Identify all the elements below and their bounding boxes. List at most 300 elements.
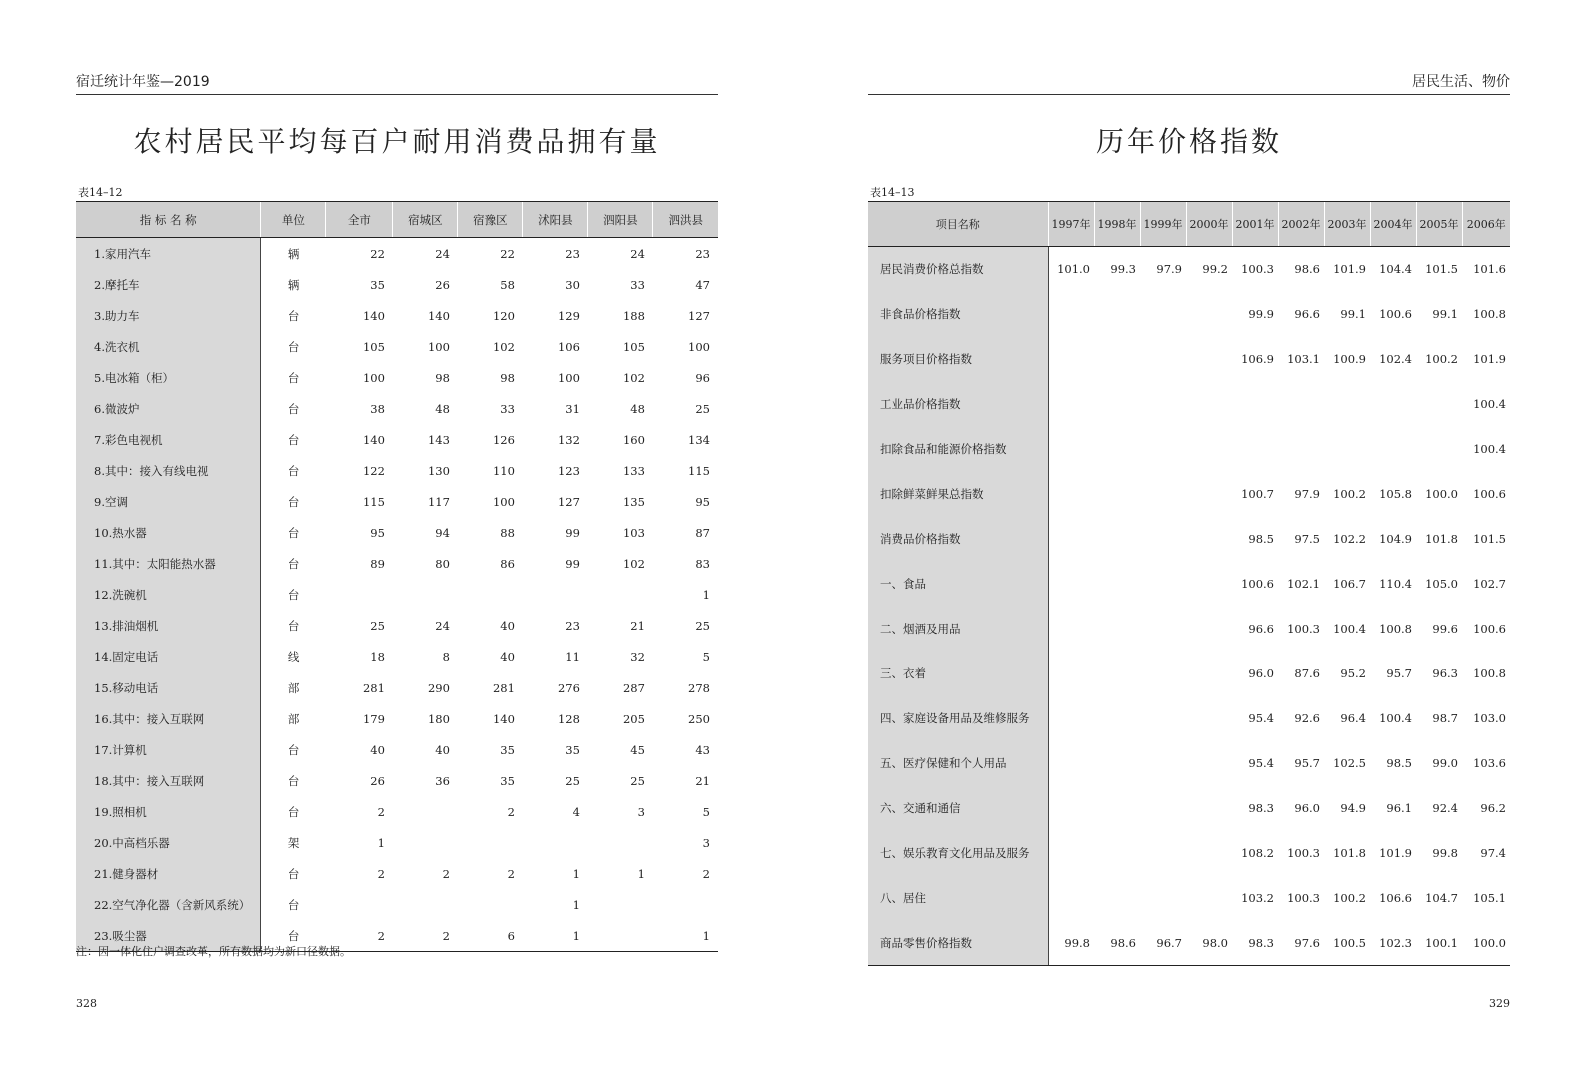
value-cell: 99.2 xyxy=(1202,262,1228,277)
column-header: 2004年 xyxy=(1370,202,1416,247)
value-cell: 24 xyxy=(435,246,450,261)
value-cell xyxy=(1324,427,1370,472)
value-cell: 89 xyxy=(370,556,385,571)
value-cell xyxy=(1186,337,1232,382)
value-cell xyxy=(523,827,588,858)
table-row xyxy=(868,427,1510,472)
value-cell xyxy=(1416,427,1462,472)
value-cell: 102.5 xyxy=(1333,756,1366,771)
value-cell: 35 xyxy=(370,277,385,292)
value-cell: 98.7 xyxy=(1432,711,1458,726)
value-cell: 105.1 xyxy=(1473,890,1506,905)
value-cell: 100.6 xyxy=(1379,307,1412,322)
value-cell xyxy=(393,796,458,827)
value-cell: 98.5 xyxy=(1248,531,1274,546)
table-row xyxy=(868,606,1510,651)
value-cell xyxy=(1094,831,1140,876)
value-cell: 99.1 xyxy=(1432,307,1458,322)
table-row xyxy=(868,786,1510,831)
value-cell: 101.9 xyxy=(1379,846,1412,861)
value-cell: 98.5 xyxy=(1386,756,1412,771)
unit-cell: 部 xyxy=(287,711,300,726)
value-cell: 99 xyxy=(565,525,580,540)
value-cell: 4 xyxy=(572,804,580,819)
item-name: 五、医疗保健和个人用品 xyxy=(868,741,1048,786)
value-cell: 21 xyxy=(695,773,710,788)
value-cell: 95 xyxy=(695,494,710,509)
value-cell: 2 xyxy=(377,804,385,819)
table-row xyxy=(868,516,1510,561)
value-cell: 99.9 xyxy=(1248,307,1274,322)
item-name: 八、居住 xyxy=(868,875,1048,920)
value-cell: 99.0 xyxy=(1432,756,1458,771)
value-cell: 130 xyxy=(427,463,450,478)
value-cell: 95.2 xyxy=(1340,666,1366,681)
indicator-name: 10.热水器 xyxy=(76,517,261,548)
unit-cell: 台 xyxy=(287,587,300,602)
value-cell: 24 xyxy=(435,618,450,633)
value-cell: 1 xyxy=(653,920,718,952)
value-cell xyxy=(1048,471,1094,516)
unit-cell: 台 xyxy=(287,370,300,385)
column-header: 项目名称 xyxy=(868,202,1048,247)
value-cell: 96.0 xyxy=(1248,666,1274,681)
value-cell: 110 xyxy=(492,463,515,478)
value-cell: 35 xyxy=(500,773,515,788)
value-cell xyxy=(1094,561,1140,606)
indicator-name: 6.微波炉 xyxy=(76,393,261,424)
item-name: 七、娱乐教育文化用品及服务 xyxy=(868,831,1048,876)
value-cell: 101.5 xyxy=(1473,531,1506,546)
value-cell: 100.6 xyxy=(1473,621,1506,636)
value-cell: 3 xyxy=(702,835,710,850)
value-cell xyxy=(393,827,458,858)
value-cell: 31 xyxy=(565,401,580,416)
value-cell: 96.6 xyxy=(1248,621,1274,636)
left-page xyxy=(76,0,718,1077)
table-row xyxy=(76,827,718,858)
value-cell: 127 xyxy=(557,494,580,509)
value-cell xyxy=(1186,516,1232,561)
value-cell: 95 xyxy=(370,525,385,540)
value-cell: 103 xyxy=(622,525,645,540)
value-cell xyxy=(1094,382,1140,427)
value-cell: 98.0 xyxy=(1186,920,1232,965)
value-cell: 2 xyxy=(326,920,393,952)
unit-cell: 台 xyxy=(287,339,300,354)
value-cell: 25 xyxy=(695,618,710,633)
item-name: 扣除食品和能源价格指数 xyxy=(868,427,1048,472)
column-header: 2002年 xyxy=(1278,202,1324,247)
table-note: 注：因一体化住户调查改革，所有数据均为新口径数据。 xyxy=(76,945,351,958)
value-cell xyxy=(1048,651,1094,696)
value-cell: 99 xyxy=(565,556,580,571)
table-row xyxy=(76,393,718,424)
indicator-name: 17.计算机 xyxy=(76,734,261,765)
value-cell: 281 xyxy=(362,680,385,695)
value-cell xyxy=(1186,651,1232,696)
value-cell: 11 xyxy=(565,649,580,664)
value-cell: 8 xyxy=(442,649,450,664)
value-cell: 160 xyxy=(622,432,645,447)
value-cell: 102 xyxy=(622,370,645,385)
table-number: 表14–12 xyxy=(78,186,123,199)
value-cell xyxy=(1324,382,1370,427)
table-row xyxy=(868,651,1510,696)
value-cell: 23 xyxy=(695,246,710,261)
value-cell: 101.8 xyxy=(1333,846,1366,861)
value-cell: 105 xyxy=(622,339,645,354)
unit-cell: 台 xyxy=(287,494,300,509)
item-name: 消费品价格指数 xyxy=(868,516,1048,561)
value-cell: 2 xyxy=(702,866,710,881)
value-cell: 132 xyxy=(557,432,580,447)
value-cell: 129 xyxy=(557,308,580,323)
item-name: 非食品价格指数 xyxy=(868,292,1048,337)
value-cell: 103.6 xyxy=(1473,756,1506,771)
item-name: 四、家庭设备用品及维修服务 xyxy=(868,696,1048,741)
value-cell: 96.3 xyxy=(1432,666,1458,681)
value-cell: 92.4 xyxy=(1432,801,1458,816)
column-header: 2006年 xyxy=(1462,202,1510,247)
value-cell xyxy=(1186,427,1232,472)
unit-cell: 台 xyxy=(287,773,300,788)
value-cell: 33 xyxy=(630,277,645,292)
indicator-name: 19.照相机 xyxy=(76,796,261,827)
indicator-name: 7.彩色电视机 xyxy=(76,424,261,455)
value-cell: 102 xyxy=(622,556,645,571)
value-cell: 105 xyxy=(362,339,385,354)
table-row xyxy=(76,889,718,920)
value-cell: 25 xyxy=(695,401,710,416)
value-cell: 122 xyxy=(362,463,385,478)
column-header: 全市 xyxy=(326,202,393,238)
table-row xyxy=(868,696,1510,741)
unit-cell: 台 xyxy=(261,920,326,952)
value-cell: 140 xyxy=(362,432,385,447)
value-cell xyxy=(1094,292,1140,337)
indicator-name: 1.家用汽车 xyxy=(76,238,261,270)
value-cell: 126 xyxy=(492,432,515,447)
value-cell: 100.3 xyxy=(1287,621,1320,636)
unit-cell: 台 xyxy=(287,432,300,447)
running-head-right xyxy=(868,74,1510,95)
value-cell: 99.8 xyxy=(1048,920,1094,965)
value-cell xyxy=(1370,382,1416,427)
value-cell xyxy=(1094,786,1140,831)
price-index-table xyxy=(868,201,1510,966)
value-cell xyxy=(1094,696,1140,741)
value-cell xyxy=(588,827,653,858)
value-cell: 102.1 xyxy=(1287,576,1320,591)
value-cell xyxy=(1048,831,1094,876)
unit-cell: 辆 xyxy=(287,246,300,261)
value-cell: 100.7 xyxy=(1241,486,1274,501)
right-page xyxy=(868,0,1510,1077)
value-cell: 117 xyxy=(427,494,450,509)
indicator-name: 14.固定电话 xyxy=(76,641,261,672)
value-cell: 22 xyxy=(370,246,385,261)
table-row xyxy=(76,455,718,486)
value-cell xyxy=(1140,382,1186,427)
value-cell xyxy=(1140,606,1186,651)
value-cell xyxy=(458,889,523,920)
value-cell: 106.6 xyxy=(1379,890,1412,905)
value-cell xyxy=(1048,427,1094,472)
value-cell: 108.2 xyxy=(1241,846,1274,861)
column-header: 沭阳县 xyxy=(523,202,588,238)
table-row xyxy=(76,238,718,270)
value-cell: 101.9 xyxy=(1333,262,1366,277)
value-cell: 80 xyxy=(435,556,450,571)
value-cell: 45 xyxy=(630,742,645,757)
value-cell xyxy=(1094,741,1140,786)
column-header: 泗阳县 xyxy=(588,202,653,238)
table-row xyxy=(76,579,718,610)
value-cell: 98.3 xyxy=(1232,920,1278,965)
indicator-name: 11.其中：太阳能热水器 xyxy=(76,548,261,579)
value-cell: 103.2 xyxy=(1241,890,1274,905)
value-cell: 96.1 xyxy=(1386,801,1412,816)
value-cell: 18 xyxy=(370,649,385,664)
value-cell: 30 xyxy=(565,277,580,292)
unit-cell: 台 xyxy=(287,525,300,540)
unit-cell: 台 xyxy=(287,463,300,478)
unit-cell: 辆 xyxy=(287,277,300,292)
value-cell: 105.0 xyxy=(1425,576,1458,591)
value-cell: 100.8 xyxy=(1473,307,1506,322)
value-cell xyxy=(1048,606,1094,651)
value-cell: 83 xyxy=(695,556,710,571)
column-header: 2001年 xyxy=(1232,202,1278,247)
value-cell xyxy=(588,579,653,610)
value-cell: 250 xyxy=(688,711,710,726)
table-row xyxy=(868,247,1510,292)
unit-cell: 台 xyxy=(287,308,300,323)
value-cell: 40 xyxy=(500,618,515,633)
table-row xyxy=(868,292,1510,337)
value-cell: 97.5 xyxy=(1294,531,1320,546)
running-head-text: 宿迁统计年鉴—2019 xyxy=(76,74,210,90)
unit-cell: 台 xyxy=(287,742,300,757)
value-cell: 88 xyxy=(500,525,515,540)
table-row xyxy=(76,672,718,703)
value-cell: 140 xyxy=(492,711,515,726)
unit-cell: 台 xyxy=(287,897,300,912)
value-cell: 100.6 xyxy=(1241,576,1274,591)
value-cell: 35 xyxy=(500,742,515,757)
value-cell: 96.7 xyxy=(1140,920,1186,965)
value-cell: 115 xyxy=(688,463,710,478)
value-cell xyxy=(1094,606,1140,651)
item-name: 居民消费价格总指数 xyxy=(868,247,1048,292)
value-cell: 3 xyxy=(637,804,645,819)
value-cell: 127 xyxy=(688,308,710,323)
value-cell: 101.6 xyxy=(1473,262,1506,277)
value-cell xyxy=(588,920,653,952)
table-row xyxy=(868,875,1510,920)
indicator-name: 2.摩托车 xyxy=(76,269,261,300)
value-cell: 92.6 xyxy=(1294,711,1320,726)
value-cell: 101.5 xyxy=(1425,262,1458,277)
table-row xyxy=(868,561,1510,606)
value-cell: 96 xyxy=(695,370,710,385)
value-cell: 87.6 xyxy=(1294,666,1320,681)
value-cell xyxy=(1140,337,1186,382)
item-name: 商品零售价格指数 xyxy=(868,920,1048,965)
value-cell: 133 xyxy=(622,463,645,478)
value-cell xyxy=(1278,427,1324,472)
value-cell: 40 xyxy=(500,649,515,664)
value-cell xyxy=(458,579,523,610)
table-row xyxy=(76,331,718,362)
value-cell: 1 xyxy=(523,920,588,952)
value-cell: 87 xyxy=(695,525,710,540)
value-cell xyxy=(1186,561,1232,606)
column-header: 指 标 名 称 xyxy=(76,202,261,238)
page-number: 329 xyxy=(1489,997,1510,1010)
item-name: 扣除鲜菜鲜果总指数 xyxy=(868,471,1048,516)
value-cell xyxy=(1140,831,1186,876)
item-name: 一、食品 xyxy=(868,561,1048,606)
value-cell xyxy=(1186,696,1232,741)
value-cell: 102 xyxy=(492,339,515,354)
value-cell: 102.2 xyxy=(1333,531,1366,546)
column-header: 1997年 xyxy=(1048,202,1094,247)
value-cell: 6 xyxy=(458,920,523,952)
value-cell: 102.3 xyxy=(1370,920,1416,965)
value-cell: 47 xyxy=(695,277,710,292)
indicator-name: 12.洗碗机 xyxy=(76,579,261,610)
table-row xyxy=(76,517,718,548)
item-name: 服务项目价格指数 xyxy=(868,337,1048,382)
unit-cell: 台 xyxy=(287,866,300,881)
value-cell xyxy=(1278,382,1324,427)
table-row xyxy=(76,765,718,796)
value-cell: 94.9 xyxy=(1340,801,1366,816)
value-cell: 23 xyxy=(565,618,580,633)
value-cell xyxy=(1094,471,1140,516)
value-cell: 36 xyxy=(435,773,450,788)
value-cell: 25 xyxy=(565,773,580,788)
column-header: 2003年 xyxy=(1324,202,1370,247)
value-cell: 100.0 xyxy=(1462,920,1510,965)
value-cell xyxy=(1186,292,1232,337)
value-cell xyxy=(1140,875,1186,920)
value-cell: 143 xyxy=(427,432,450,447)
value-cell: 24 xyxy=(630,246,645,261)
value-cell: 96.4 xyxy=(1340,711,1366,726)
value-cell: 105.8 xyxy=(1379,486,1412,501)
value-cell xyxy=(1232,382,1278,427)
value-cell: 100.4 xyxy=(1473,442,1506,456)
value-cell: 26 xyxy=(435,277,450,292)
value-cell: 5 xyxy=(702,649,710,664)
value-cell xyxy=(1140,561,1186,606)
value-cell: 104.9 xyxy=(1379,531,1412,546)
value-cell: 179 xyxy=(362,711,385,726)
value-cell: 100.8 xyxy=(1473,666,1506,681)
value-cell: 35 xyxy=(565,742,580,757)
value-cell: 134 xyxy=(688,432,710,447)
value-cell xyxy=(1186,606,1232,651)
value-cell: 100.5 xyxy=(1324,920,1370,965)
value-cell: 2 xyxy=(507,804,515,819)
value-cell: 99.8 xyxy=(1432,846,1458,861)
running-head-text: 居民生活、物价 xyxy=(1412,74,1510,90)
value-cell: 100.9 xyxy=(1333,352,1366,367)
value-cell xyxy=(393,889,458,920)
value-cell: 43 xyxy=(695,742,710,757)
value-cell: 40 xyxy=(435,742,450,757)
value-cell: 140 xyxy=(362,308,385,323)
value-cell xyxy=(1094,337,1140,382)
unit-cell: 台 xyxy=(287,401,300,416)
table-title: 历年价格指数 xyxy=(1095,125,1282,158)
value-cell: 21 xyxy=(630,618,645,633)
value-cell: 58 xyxy=(500,277,515,292)
value-cell: 106 xyxy=(557,339,580,354)
value-cell xyxy=(1140,427,1186,472)
indicator-name: 16.其中：接入互联网 xyxy=(76,703,261,734)
value-cell xyxy=(1416,382,1462,427)
value-cell: 25 xyxy=(630,773,645,788)
column-header: 宿豫区 xyxy=(458,202,523,238)
value-cell: 281 xyxy=(492,680,515,695)
unit-cell: 台 xyxy=(287,618,300,633)
table-row xyxy=(76,424,718,455)
table-row xyxy=(76,703,718,734)
value-cell: 100.3 xyxy=(1287,890,1320,905)
value-cell xyxy=(458,827,523,858)
value-cell xyxy=(1048,561,1094,606)
indicator-name: 15.移动电话 xyxy=(76,672,261,703)
value-cell: 97.4 xyxy=(1480,846,1506,861)
value-cell: 95.7 xyxy=(1386,666,1412,681)
value-cell: 100.3 xyxy=(1241,262,1274,277)
value-cell: 100.1 xyxy=(1416,920,1462,965)
value-cell: 40 xyxy=(370,742,385,757)
indicator-name: 3.助力车 xyxy=(76,300,261,331)
value-cell: 100.3 xyxy=(1287,846,1320,861)
value-cell: 1 xyxy=(572,897,580,912)
indicator-name: 18.其中：接入互联网 xyxy=(76,765,261,796)
value-cell: 1 xyxy=(702,587,710,602)
table-row xyxy=(76,610,718,641)
table-row xyxy=(868,337,1510,382)
value-cell: 22 xyxy=(500,246,515,261)
value-cell xyxy=(588,889,653,920)
value-cell: 25 xyxy=(370,618,385,633)
value-cell: 101.0 xyxy=(1057,262,1090,277)
value-cell: 120 xyxy=(492,308,515,323)
table-row xyxy=(76,486,718,517)
unit-cell: 架 xyxy=(287,835,300,850)
table-row xyxy=(76,269,718,300)
value-cell: 1 xyxy=(572,866,580,881)
value-cell: 100 xyxy=(492,494,515,509)
value-cell: 100.2 xyxy=(1333,486,1366,501)
value-cell xyxy=(523,579,588,610)
value-cell: 100.0 xyxy=(1425,486,1458,501)
value-cell: 102.4 xyxy=(1379,352,1412,367)
value-cell: 2 xyxy=(393,920,458,952)
value-cell: 97.6 xyxy=(1278,920,1324,965)
value-cell: 48 xyxy=(435,401,450,416)
value-cell: 100.4 xyxy=(1379,711,1412,726)
value-cell: 98.3 xyxy=(1248,801,1274,816)
value-cell: 23 xyxy=(565,246,580,261)
